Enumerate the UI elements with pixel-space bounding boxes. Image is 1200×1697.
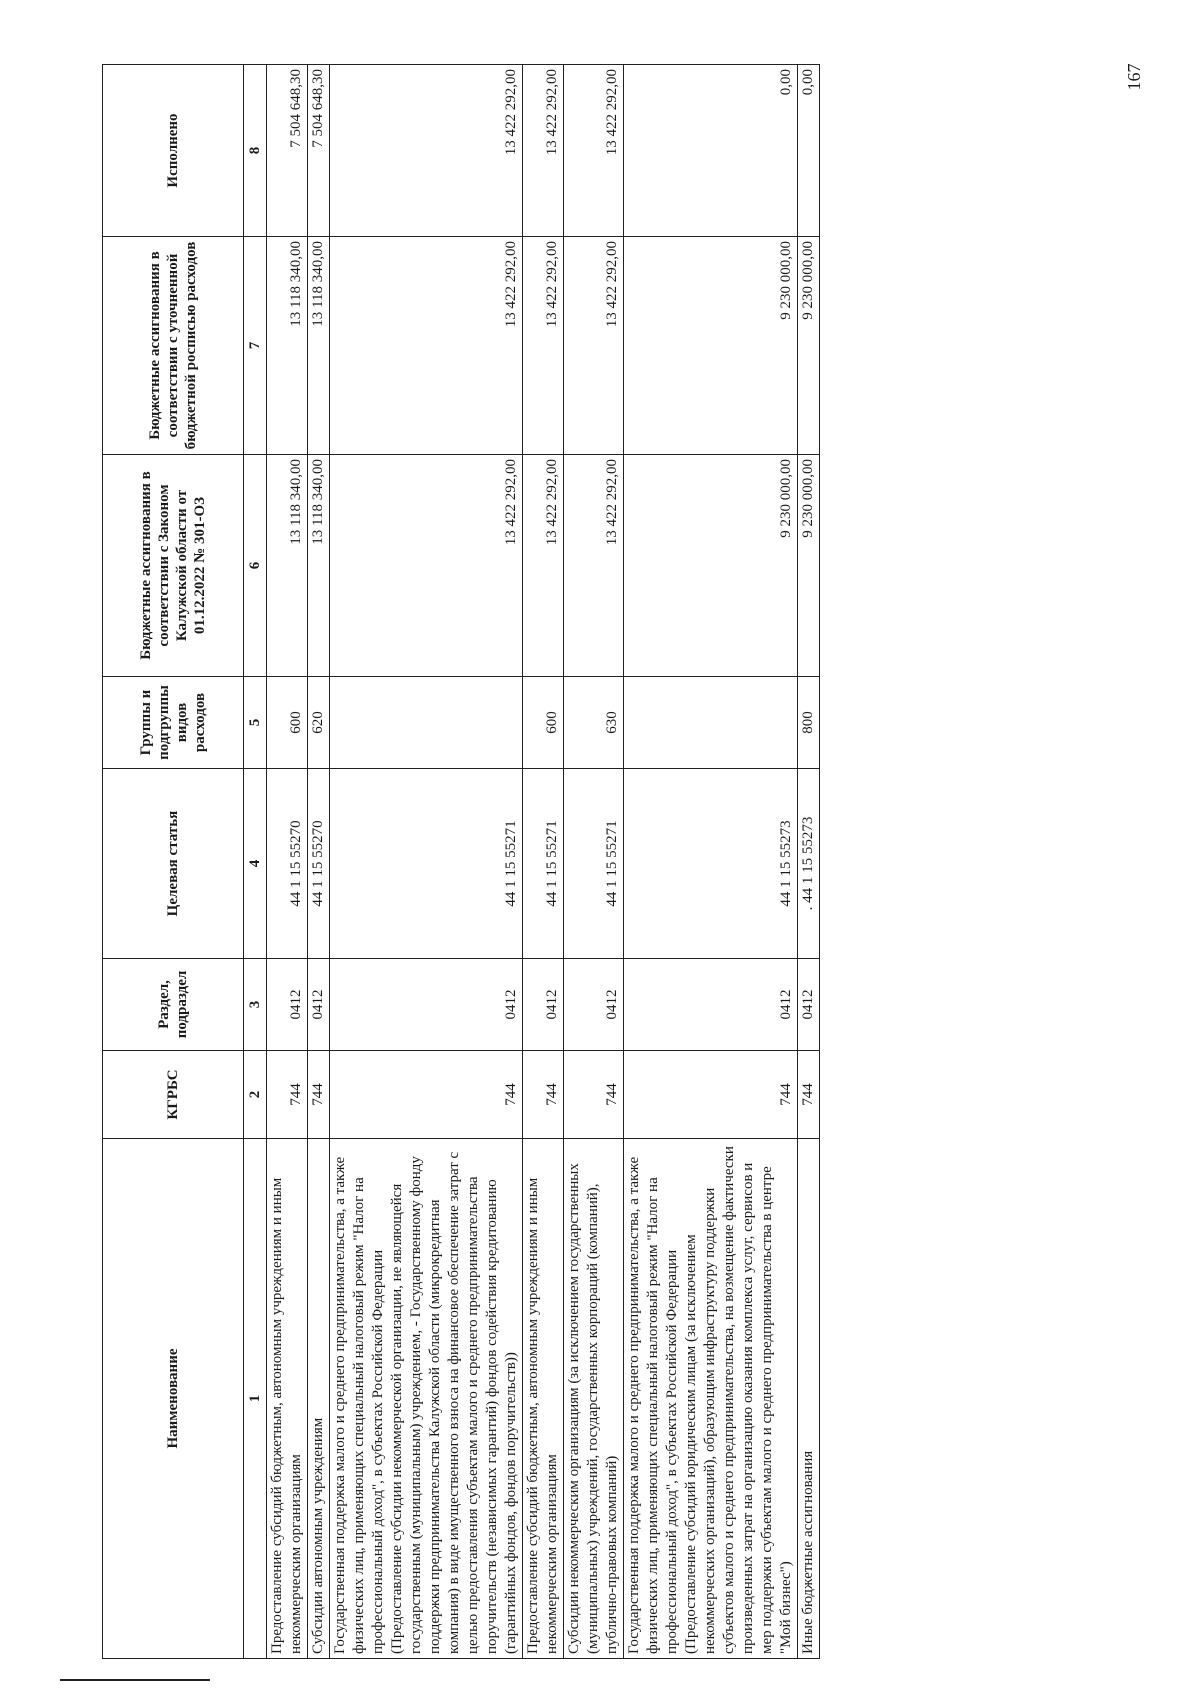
column-number: 7 bbox=[244, 237, 267, 455]
row-executed-amount: 7 504 648,30 bbox=[267, 65, 308, 237]
header-law-allocations: Бюджетные ассигнования в соответствии с Законом Калужской области от 01.12.2022 № 301-ОЗ bbox=[103, 455, 244, 677]
table-row bbox=[564, 65, 624, 1659]
row-razdel: 0412 bbox=[330, 959, 523, 1051]
table-row bbox=[624, 65, 798, 1659]
row-law-amount: 13 118 340,00 bbox=[267, 455, 308, 677]
row-rospis-amount: 13 118 340,00 bbox=[308, 237, 330, 455]
row-expense-group: 800 bbox=[798, 677, 820, 769]
row-law-amount: 13 422 292,00 bbox=[564, 455, 624, 677]
budget-table bbox=[102, 64, 820, 1659]
row-kgrbs: 744 bbox=[798, 1051, 820, 1139]
row-rospis-amount: 9 230 000,00 bbox=[798, 237, 820, 455]
row-rospis-amount: 13 422 292,00 bbox=[330, 237, 523, 455]
row-executed-amount: 13 422 292,00 bbox=[523, 65, 564, 237]
row-target-article: 44 1 15 55270 bbox=[308, 769, 330, 959]
header-expense-group: Группы и подгруппы видов расходов bbox=[103, 677, 244, 769]
row-rospis-amount: 13 422 292,00 bbox=[564, 237, 624, 455]
row-executed-amount: 7 504 648,30 bbox=[308, 65, 330, 237]
header-name: Наименование bbox=[103, 1139, 244, 1659]
column-number: 3 bbox=[244, 959, 267, 1051]
row-target-article: 44 1 15 55270 bbox=[267, 769, 308, 959]
table-row bbox=[523, 65, 564, 1659]
row-rospis-amount: 9 230 000,00 bbox=[624, 237, 798, 455]
row-name: Субсидии автономным учреждениям bbox=[308, 1139, 330, 1659]
row-law-amount: 13 422 292,00 bbox=[523, 455, 564, 677]
row-name: Предоставление субсидий бюджетным, автономным учреждениям и иным некоммерческим организациям bbox=[523, 1139, 564, 1659]
row-executed-amount: 0,00 bbox=[798, 65, 820, 237]
table-row bbox=[308, 65, 330, 1659]
row-razdel: 0412 bbox=[624, 959, 798, 1051]
row-razdel: 0412 bbox=[267, 959, 308, 1051]
column-number: 8 bbox=[244, 65, 267, 237]
row-expense-group bbox=[624, 677, 798, 769]
row-executed-amount: 13 422 292,00 bbox=[330, 65, 523, 237]
row-expense-group: 600 bbox=[523, 677, 564, 769]
header-razdel: Раздел, подраздел bbox=[103, 959, 244, 1051]
column-number: 4 bbox=[244, 769, 267, 959]
row-expense-group: 600 bbox=[267, 677, 308, 769]
row-kgrbs: 744 bbox=[564, 1051, 624, 1139]
row-rospis-amount: 13 422 292,00 bbox=[523, 237, 564, 455]
row-kgrbs: 744 bbox=[624, 1051, 798, 1139]
row-name: Предоставление субсидий бюджетным, автономным учреждениям и иным некоммерческим организациям bbox=[267, 1139, 308, 1659]
row-law-amount: 9 230 000,00 bbox=[798, 455, 820, 677]
row-rospis-amount: 13 118 340,00 bbox=[267, 237, 308, 455]
margin-rule bbox=[60, 1679, 210, 1681]
row-target-article: 44 1 15 55271 bbox=[330, 769, 523, 959]
header-target-article: Целевая статья bbox=[103, 769, 244, 959]
header-executed: Исполнено bbox=[103, 65, 244, 237]
row-target-article: . 44 1 15 55273 bbox=[798, 769, 820, 959]
row-expense-group bbox=[330, 677, 523, 769]
header-kgrbs: КГРБС bbox=[103, 1051, 244, 1139]
row-target-article: 44 1 15 55271 bbox=[564, 769, 624, 959]
row-kgrbs: 744 bbox=[267, 1051, 308, 1139]
table-row bbox=[267, 65, 308, 1659]
table-row bbox=[330, 65, 523, 1659]
row-name: Иные бюджетные ассигнования bbox=[798, 1139, 820, 1659]
row-name: Государственная поддержка малого и среднего предпринимательства, а также физических лиц, применяющих специальный налоговый режим "Налог на профессиональный доход", в субъектах Российской Федерации (Предоставление субсидии некоммерческой организации, не являющейся государственным (муниципальным) учреждением, - Государственному фонду поддержки предпринимательства Калужской области (микрокредитная компания) в виде имущественного взноса на финансовое обеспечение затрат с целью предоставления субъектам малого и среднего предпринимательства поручительств (независимых гарантий) фондов содействия кредитованию (гарантийных фондов, фондов поручительств)) bbox=[330, 1139, 523, 1659]
row-law-amount: 13 422 292,00 bbox=[330, 455, 523, 677]
row-razdel: 0412 bbox=[308, 959, 330, 1051]
row-target-article: 44 1 15 55271 bbox=[523, 769, 564, 959]
row-razdel: 0412 bbox=[523, 959, 564, 1051]
column-number: 2 bbox=[244, 1051, 267, 1139]
row-kgrbs: 744 bbox=[523, 1051, 564, 1139]
column-number: 1 bbox=[244, 1139, 267, 1659]
row-expense-group: 620 bbox=[308, 677, 330, 769]
row-expense-group: 630 bbox=[564, 677, 624, 769]
row-kgrbs: 744 bbox=[330, 1051, 523, 1139]
row-kgrbs: 744 bbox=[308, 1051, 330, 1139]
row-executed-amount: 0,00 bbox=[624, 65, 798, 237]
row-executed-amount: 13 422 292,00 bbox=[564, 65, 624, 237]
row-target-article: 44 1 15 55273 bbox=[624, 769, 798, 959]
column-number: 5 bbox=[244, 677, 267, 769]
row-razdel: 0412 bbox=[564, 959, 624, 1051]
column-number-row bbox=[244, 65, 267, 1659]
row-name: Государственная поддержка малого и среднего предпринимательства, а также физических лиц, применяющих специальный налоговый режим "Налог на профессиональный доход", в субъектах Российской Федерации (Предоставление субсидий юридическим лицам (за исключением некоммерческих организаций), образующим инфраструктуру поддержки субъектов малого и среднего предпринимательства, на возмещение фактически произведенных затрат на организацию оказания комплекса услуг, сервисов и мер поддержки субъектам малого и среднего предпринимательства в центре "Мой бизнес") bbox=[624, 1139, 798, 1659]
header-rospis-allocations: Бюджетные ассигнования в соответствии с уточненной бюджетной росписью расходов bbox=[103, 237, 244, 455]
header-row bbox=[103, 65, 244, 1659]
column-number: 6 bbox=[244, 455, 267, 677]
row-razdel: 0412 bbox=[798, 959, 820, 1051]
row-law-amount: 13 118 340,00 bbox=[308, 455, 330, 677]
row-law-amount: 9 230 000,00 bbox=[624, 455, 798, 677]
page-number: 167 bbox=[1124, 63, 1144, 91]
table-row bbox=[798, 65, 820, 1659]
row-name: Субсидии некоммерческим организациям (за исключением государственных (муниципальных) учреждений, государственных корпораций (компаний), публично-правовых компаний) bbox=[564, 1139, 624, 1659]
